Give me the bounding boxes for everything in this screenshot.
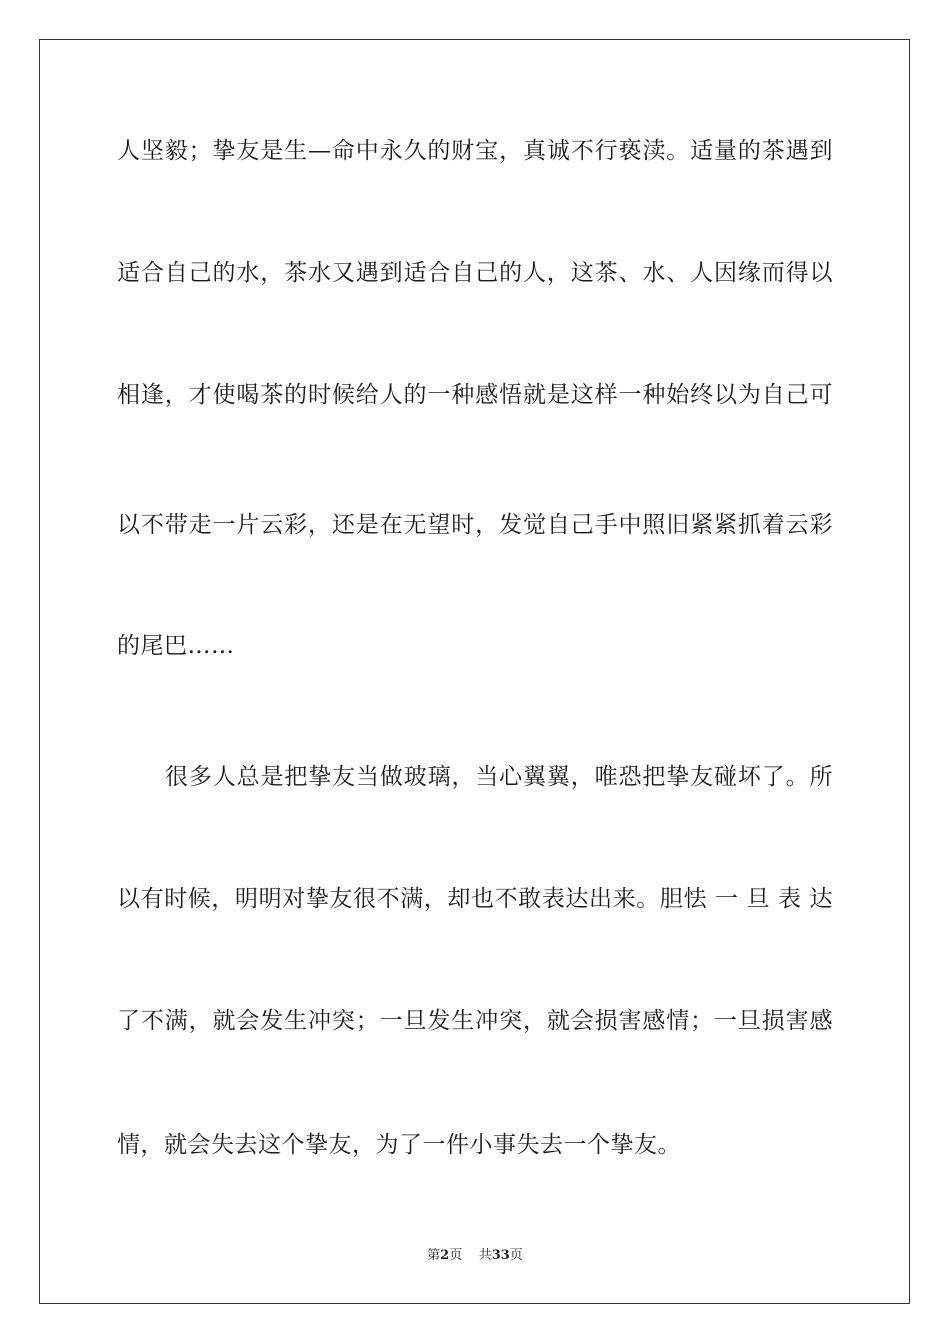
text-line: 以不带走一片云彩，还是在无望时，发觉自己手中照旧紧紧抓着云彩 <box>117 512 833 538</box>
text-line: 人坚毅；挚友是生—命中永久的财宝，真诚不行亵渎。适量的茶遇到 <box>117 138 833 164</box>
page-number: 2 <box>440 1248 450 1263</box>
page-prefix: 第 <box>427 1248 441 1263</box>
page-suffix: 页 <box>449 1248 463 1263</box>
page-footer <box>0 1247 950 1265</box>
text-line: 很多人总是把挚友当做玻璃，当心翼翼，唯恐把挚友碰坏了。所 <box>165 764 833 790</box>
text-line: 相逢，才使喝茶的时候给人的一种感悟就是这样一种始终以为自己可 <box>117 382 833 408</box>
text-line: 以有时候，明明对挚友很不满，却也不敢表达出来。胆怯 一 旦 表 达 <box>117 886 833 912</box>
page-border <box>39 39 910 1304</box>
total-pages: 33 <box>491 1248 510 1263</box>
text-line: 的尾巴…… <box>117 633 235 659</box>
text-line: 情，就会失去这个挚友，为了一件小事失去一个挚友。 <box>117 1132 681 1158</box>
total-suffix: 页 <box>509 1248 523 1263</box>
text-line: 了不满，就会发生冲突；一旦发生冲突，就会损害感情；一旦损害感 <box>117 1008 833 1034</box>
text-line: 适合自己的水，茶水又遇到适合自己的人，这茶、水、人因缘而得以 <box>117 260 833 286</box>
total-prefix: 共 <box>478 1248 492 1263</box>
